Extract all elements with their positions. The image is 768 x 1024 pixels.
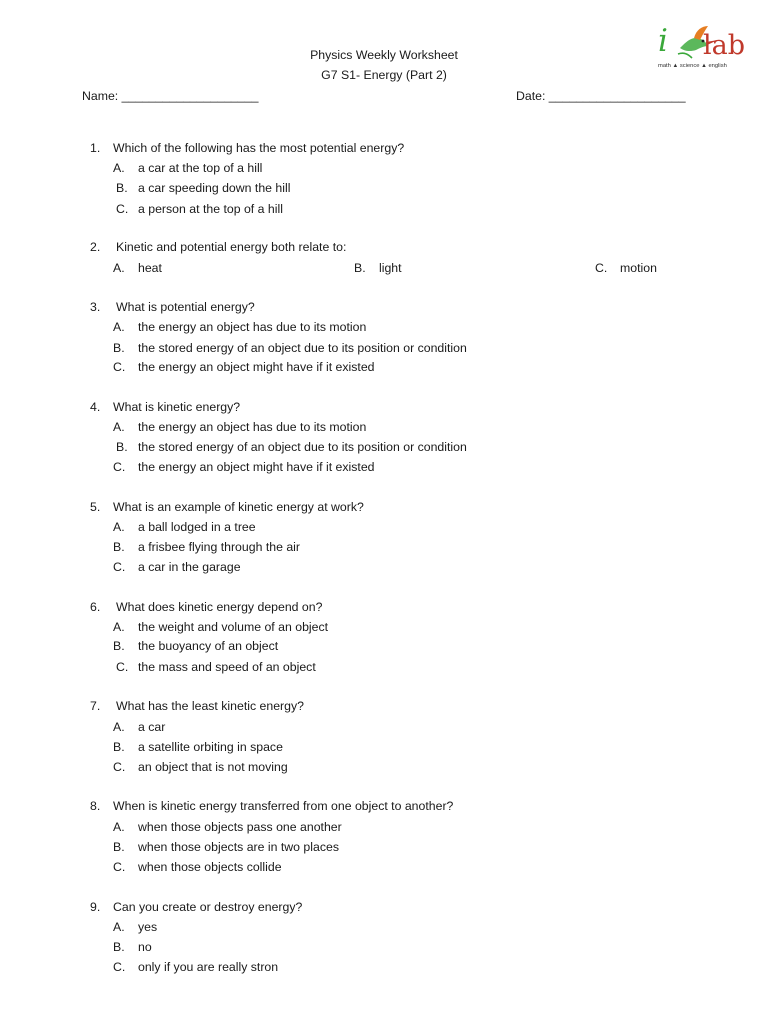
question-number: 5. [90, 500, 101, 514]
question-number: 2. [90, 240, 101, 254]
worksheet-title: Physics Weekly Worksheet [310, 48, 458, 62]
question-text: Can you create or destroy energy? [113, 900, 303, 914]
question-text: What is potential energy? [116, 300, 255, 314]
question-number: 1. [90, 141, 101, 155]
worksheet-subtitle: G7 S1- Energy (Part 2) [321, 68, 447, 82]
question-number: 9. [90, 900, 101, 914]
date-field: Date: ____________________ [516, 89, 686, 103]
question-text: What does kinetic energy depend on? [116, 600, 323, 614]
question-number: 4. [90, 400, 101, 414]
question-text: What has the least kinetic energy? [116, 699, 304, 713]
question-text: Which of the following has the most potential energy? [113, 141, 405, 155]
name-field: Name: ____________________ [82, 89, 259, 103]
question-number: 7. [90, 699, 101, 713]
logo-word: lab [703, 30, 746, 61]
logo-mark: i [658, 23, 668, 59]
question-number: 8. [90, 799, 101, 813]
question-text: What is an example of kinetic energy at work? [113, 500, 364, 514]
question-text: When is kinetic energy transferred from one object to another? [113, 799, 454, 813]
question-text: What is kinetic energy? [113, 400, 241, 414]
question-text: Kinetic and potential energy both relate to: [116, 240, 347, 254]
logo-tagline: math ▲ science ▲ english [658, 63, 727, 69]
question-number: 6. [90, 600, 101, 614]
ilab-logo [656, 24, 752, 74]
question-number: 3. [90, 300, 101, 314]
